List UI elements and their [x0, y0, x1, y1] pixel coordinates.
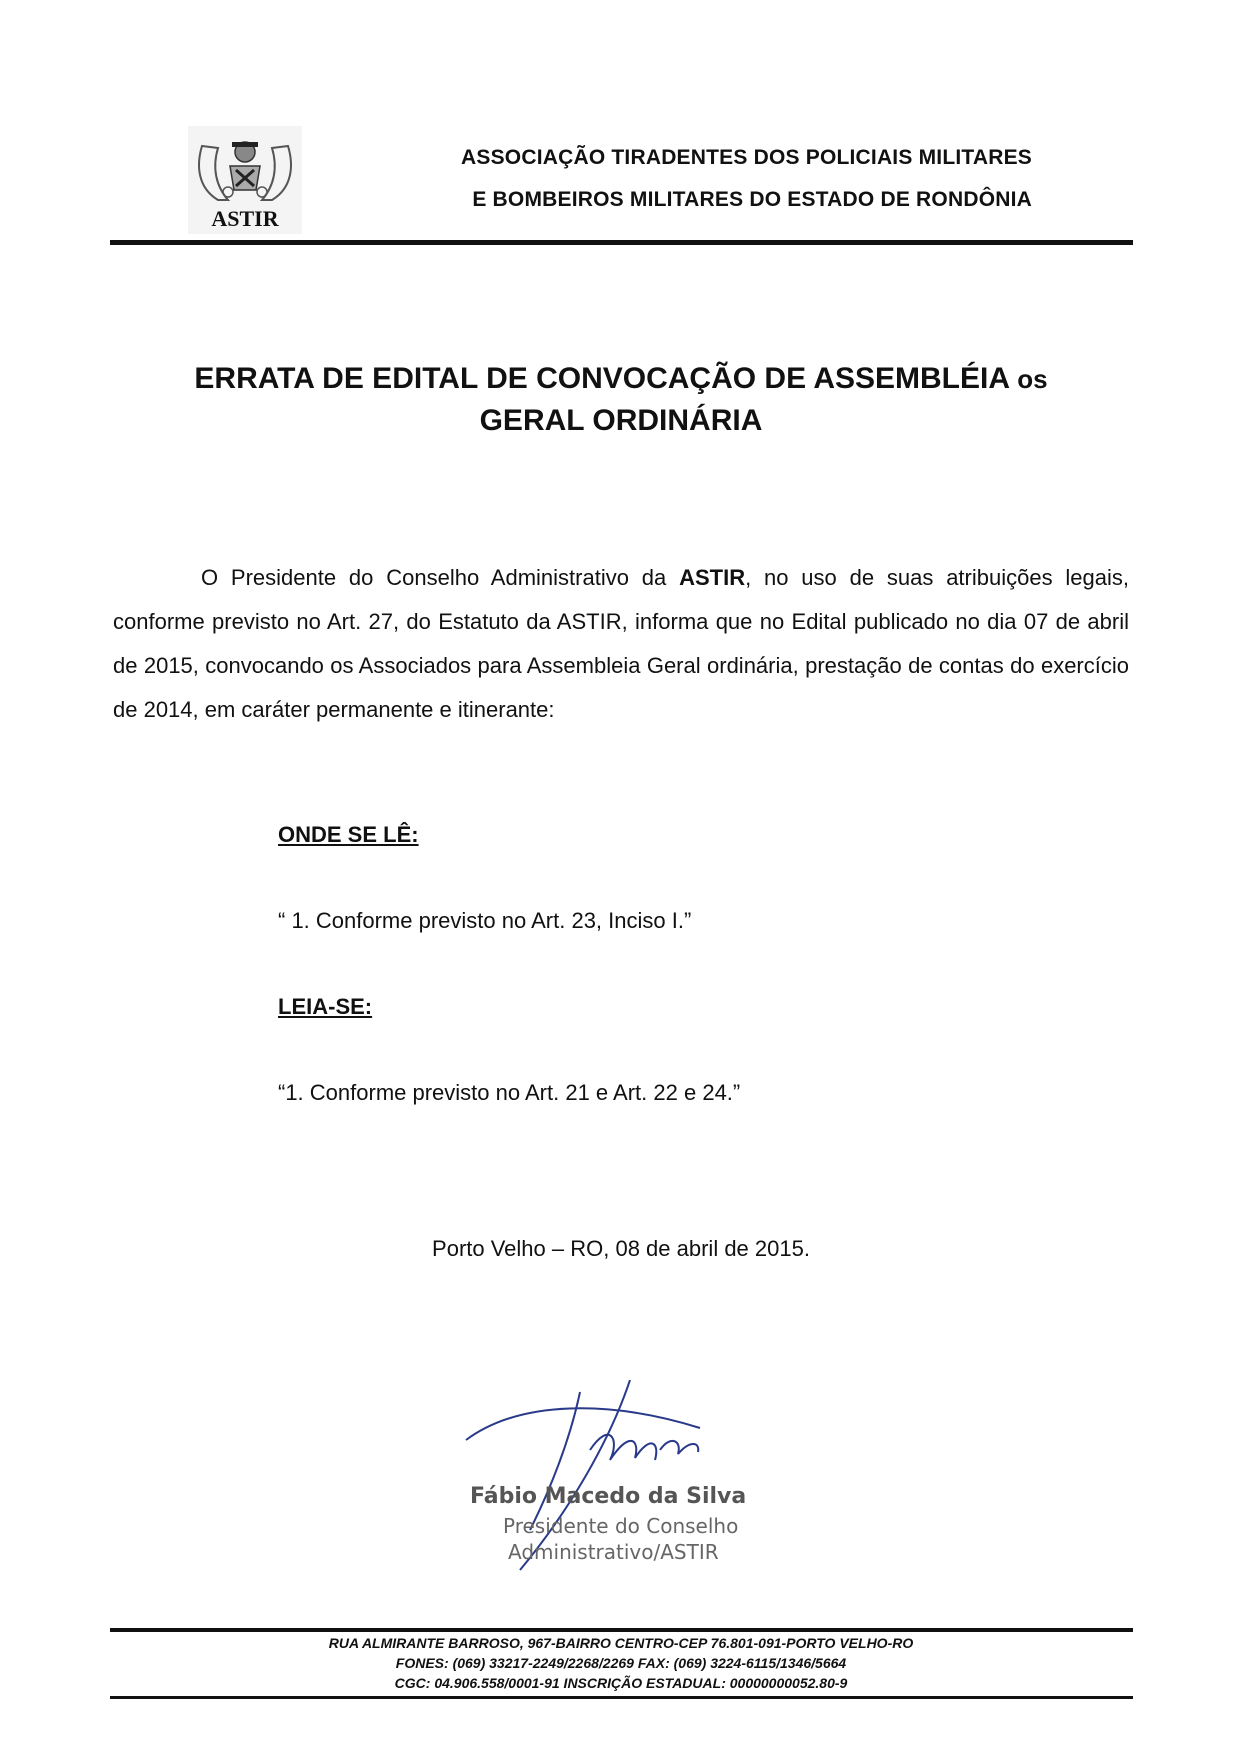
place-and-date: Porto Velho – RO, 08 de abril de 2015.	[432, 1236, 810, 1261]
footer	[110, 1633, 1132, 1693]
intro-bold: ASTIR	[679, 565, 746, 590]
intro-paragraph	[113, 556, 1129, 732]
document-title	[110, 358, 1132, 442]
association-name-line2: E BOMBEIROS MILITARES DO ESTADO DE RONDÔNIA	[472, 188, 1032, 211]
signatory-role-line1: Presidente do Conselho	[503, 1514, 739, 1538]
association-name-line1: ASSOCIAÇÃO TIRADENTES DOS POLICIAIS MILITARES	[461, 146, 1032, 169]
footer-registration: CGC: 04.906.558/0001-91 INSCRIÇÃO ESTADUAL: 00000000052.80-9	[394, 1675, 848, 1691]
leia-se-text: “1. Conforme previsto no Art. 21 e Art. 22 e 24.”	[278, 1080, 741, 1105]
title-line1-main: ERRATA DE EDITAL DE CONVOCAÇÃO DE ASSEMBLÉIA	[194, 362, 1009, 395]
leia-se-label: LEIA-SE:	[278, 994, 373, 1019]
onde-se-le-label: ONDE SE LÊ:	[278, 822, 419, 847]
header-divider	[110, 240, 1133, 245]
footer-divider-bottom	[110, 1696, 1133, 1699]
title-line1	[110, 358, 1132, 400]
logo-text: ASTIR	[211, 206, 279, 231]
onde-se-le-text: “ 1. Conforme previsto no Art. 23, Inciso I.”	[278, 908, 692, 933]
astir-logo	[188, 126, 302, 234]
signatory-name: Fábio Macedo da Silva	[470, 1484, 747, 1509]
title-line1-suffix: os	[1017, 364, 1048, 394]
intro-part2: , no uso de suas atribuições legais, conforme previsto no Art. 27, do Estatuto da ASTIR, informa que no Edital publicado no dia 07 de abril de 2015, convocando os Associados para Assembleia Geral ordinária, prestação de contas do exercício de 2014, em caráter permanente e itinerante:	[113, 565, 1129, 722]
footer-divider-top	[110, 1628, 1133, 1632]
signatory-role-line2: Administrativo/ASTIR	[508, 1540, 719, 1564]
letterhead	[110, 120, 1132, 240]
title-line2: GERAL ORDINÁRIA	[479, 404, 763, 437]
footer-address: RUA ALMIRANTE BARROSO, 967-BAIRRO CENTRO-CEP 76.801-091-PORTO VELHO-RO	[328, 1635, 914, 1651]
footer-phones: FONES: (069) 33217-2249/2268/2269 FAX: (069) 3224-6115/1346/5664	[395, 1655, 847, 1671]
intro-part1: O Presidente do Conselho Administrativo da	[201, 565, 680, 590]
